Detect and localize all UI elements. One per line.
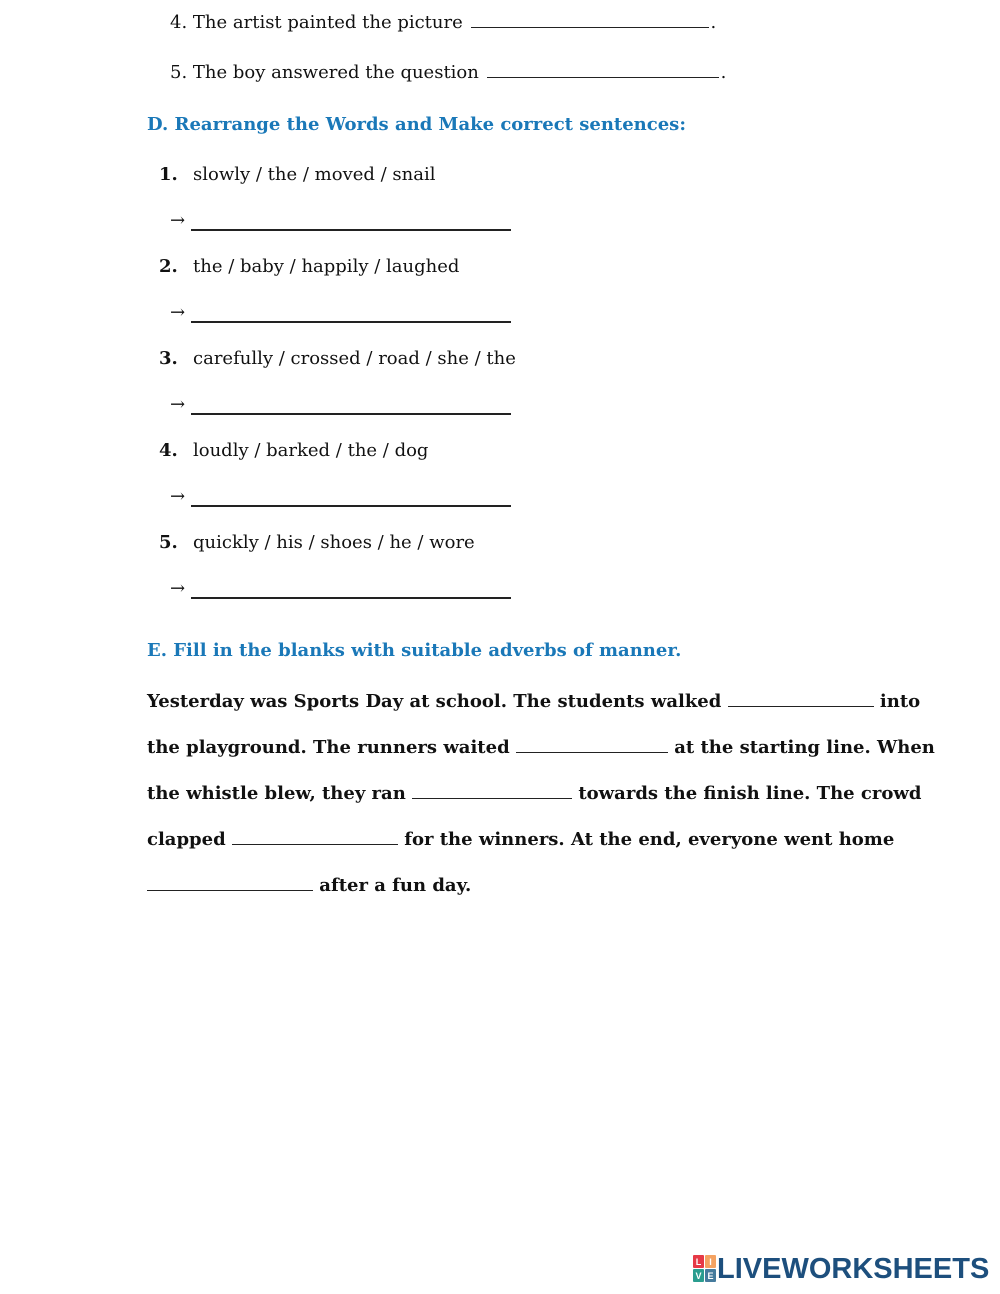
answer-line[interactable] [191, 413, 511, 415]
item-end: . [720, 62, 727, 83]
exercise-c-item-4 [170, 12, 716, 33]
scrambled-words: carefully / crossed / road / she / the [193, 348, 516, 369]
adverb-blank-2[interactable] [516, 751, 668, 753]
scrambled-words: the / baby / happily / laughed [193, 256, 460, 277]
text-segment: into [879, 691, 921, 712]
exercise-c-item-5 [170, 62, 726, 83]
section-d-heading: D. Rearrange the Words and Make correct sentences: [147, 114, 686, 135]
adverb-blank-4[interactable] [232, 843, 398, 845]
item-number: 5. [159, 532, 178, 553]
item-number: 2. [159, 256, 178, 277]
answer-blank[interactable] [471, 26, 709, 28]
paragraph-line-4 [147, 829, 895, 850]
text-segment: the playground. The runners waited [147, 737, 510, 758]
liveworksheets-logo [693, 1254, 989, 1284]
item-number: 4. [159, 440, 178, 461]
answer-line[interactable] [191, 321, 511, 323]
adverb-blank-5[interactable] [147, 889, 313, 891]
scrambled-words: quickly / his / shoes / he / wore [193, 532, 475, 553]
paragraph-line-5 [147, 875, 853, 896]
item-text: 4. The artist painted the picture [170, 12, 463, 33]
answer-line[interactable] [191, 597, 511, 599]
item-end: . [710, 12, 717, 33]
arrow-icon: → [170, 210, 186, 231]
text-segment: Yesterday was Sports Day at school. The students walked [147, 691, 722, 712]
scrambled-words: loudly / barked / the / dog [193, 440, 429, 461]
adverb-blank-3[interactable] [412, 797, 572, 799]
paragraph-line-3 [147, 783, 922, 804]
text-segment: at the starting line. When [674, 737, 935, 758]
svg-text:L: L [695, 1257, 702, 1267]
answer-line[interactable] [191, 229, 511, 231]
paragraph-line-1 [147, 691, 921, 712]
arrow-icon: → [170, 486, 186, 507]
text-segment: after a fun day. [319, 875, 472, 896]
item-number: 1. [159, 164, 178, 185]
svg-text:I: I [709, 1257, 712, 1267]
text-segment: the whistle blew, they ran [147, 783, 406, 804]
section-e-heading: E. Fill in the blanks with suitable adverbs of manner. [147, 640, 682, 661]
text-segment: clapped [147, 829, 226, 850]
svg-text:V: V [695, 1271, 702, 1281]
text-segment: for the winners. At the end, everyone went home [404, 829, 895, 850]
arrow-icon: → [170, 578, 186, 599]
item-number: 3. [159, 348, 178, 369]
live-badge-icon [693, 1255, 717, 1283]
answer-line[interactable] [191, 505, 511, 507]
logo-text: LIVEWORKSHEETS [717, 1252, 990, 1285]
item-text: 5. The boy answered the question [170, 62, 479, 83]
scrambled-words: slowly / the / moved / snail [193, 164, 436, 185]
paragraph-line-2 [147, 737, 935, 758]
text-segment: towards the finish line. The crowd [578, 783, 922, 804]
answer-blank[interactable] [487, 76, 719, 78]
svg-text:E: E [707, 1271, 714, 1281]
arrow-icon: → [170, 302, 186, 323]
adverb-blank-1[interactable] [728, 705, 874, 707]
arrow-icon: → [170, 394, 186, 415]
